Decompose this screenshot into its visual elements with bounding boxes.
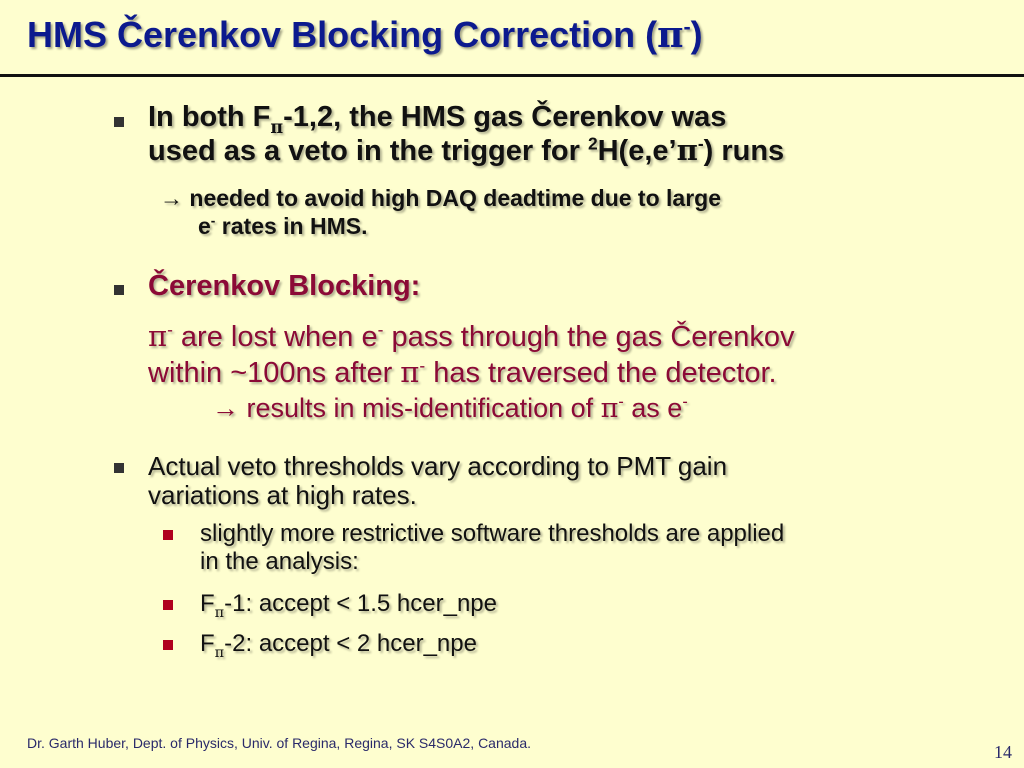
bullet1-line1: In both $F_\pi-1,2$, the HMS gas Čerenkov was [148,101,727,138]
bullet1-sub-line1: → needed to avoid high DAQ deadtime due to large [160,185,722,211]
bullet-square-icon [114,463,124,473]
bullet1-text [148,101,784,168]
bullet2-line3: → results in mis-identification of π- as e- [212,393,688,424]
bullet1-line2: used as a veto in the trigger for $^2$H(e,e’π-) runs [148,133,785,167]
sub-bullet-red-icon [163,600,173,610]
bullet-square-icon [114,285,124,295]
slide-title [27,14,703,56]
sub-bullet2-text: $F_\pi-1$: accept < 1.5 hcer_npe [200,590,497,621]
bullet3-text [148,452,727,510]
sub-bullet1-line2: in the analysis: [200,548,359,575]
sub-bullet-red-icon [163,530,173,540]
sub-bullet1-text [200,520,784,576]
bullet1-sub-line2: e- rates in HMS. [198,213,368,239]
title-close: ) [690,14,703,55]
bullet3-line2: variations at high rates. [148,480,417,510]
bullet3-line1: Actual veto thresholds vary according to PMT gain [148,451,728,481]
title-sup: - [683,14,691,39]
bullet-square-icon [114,117,124,127]
bullet2-body [148,319,794,426]
sub-bullet-red-icon [163,640,173,650]
title-pi: π [657,14,684,56]
slide-footer: Dr. Garth Huber, Dept. of Physics, Univ. of Regina, Regina, SK S4S0A2, Canada. [27,735,531,751]
page-number: 14 [994,742,1012,762]
bullet2-line1: π- are lost when e- pass through the gas Čerenkov [148,319,795,353]
sub-bullet1-line1: slightly more restrictive software thresholds are applied [200,520,785,547]
bullet1-subtext [160,184,721,240]
bullet2-heading: Čerenkov Blocking: [148,270,421,302]
bullet2-line2: within ~100ns after π- has traversed the detector. [148,355,777,389]
sub-bullet3-text: $F_\pi-2$: accept < 2 hcer_npe [200,630,477,661]
title-divider [0,74,1024,77]
title-text: HMS Čerenkov Blocking Correction ( [27,14,658,55]
